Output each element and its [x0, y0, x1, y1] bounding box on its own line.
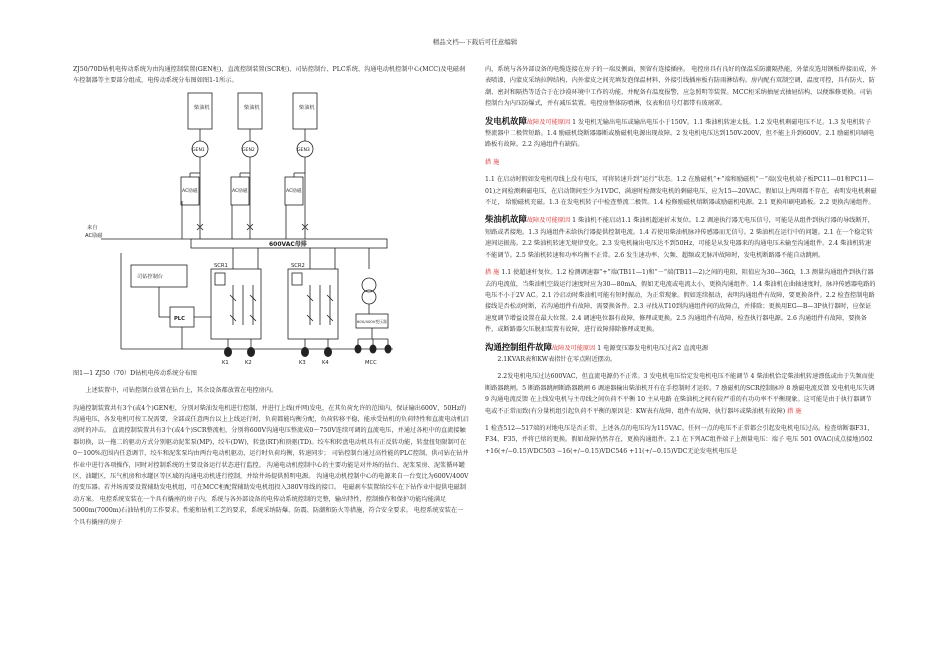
- paragraph: 内，系统与各外部设备的电缆连接在房子的一端及侧面，预留有连接插座。 电控房具有良好的保温采防潮隔热能，外蒙皮选用钢板焊接而成，外表喷漆，内蒙皮采纳拉牌结构，内外蒙皮之间充填发泡保温材料，外接引线插座板有防雨淋结构。房内配有双制空调，温度可控，具有防火、防潮、密封和隔热等适合于在沙漠环境中工作的功能，并配备有温度报警，应急照明等装置。MCC柜采纳抽屉式抽屉结构，以便维修更换。司钻控制台为内压防爆式，并有减压装置。电控房整体防噴淋，仪表和信号灯都带有玻璃罩。: [485, 66, 877, 108]
- diesel-engine-label: 柴油机: [244, 104, 260, 111]
- section-title: 柴油机故障: [485, 214, 527, 225]
- right-column: [485, 64, 877, 457]
- measures-heading: 措 施: [485, 158, 500, 166]
- ac-exciter-label: AC励磁: [232, 188, 248, 194]
- motor-label: K3: [299, 359, 306, 364]
- generator-label: GEN1: [192, 147, 205, 153]
- measures-heading: 措 施: [485, 269, 500, 277]
- paragraph: 1 检查512—517端的对地电压是否正常。上述各点的电压均为115VAC。任何一点的电压不正常都会引起发电机电压过高。检查熔断器F31，F34，F35，并将已熔的更换。假如故障仍然存在，更换沟通组件。2.1 在下列AC组件端子上测量电压：端子 电压 501 0VAC(成点接地)502 +16(+/−0.15)VDC503 −16(+/−0.15)VDC546 +11(+/−0.15)VDC无论发电机电压是: [485, 424, 874, 455]
- section-label: 故障及可能原因: [552, 344, 596, 352]
- motor-label: K2: [245, 359, 252, 364]
- from-label: 来自: [87, 224, 98, 231]
- section-title: 沟通控制组件故障: [485, 341, 552, 352]
- system-distribution-diagram: [73, 89, 469, 364]
- section-label: 故障及可能原因: [526, 217, 571, 225]
- section-label: 故障及可能原因: [526, 118, 571, 126]
- drill-console-label: 司钻控制台: [137, 273, 163, 280]
- section-control-module-fault: 沟通控制组件故障故障及可能原因 1 电源变压器发电机电压过高2 直流电源: [485, 341, 709, 352]
- generator-label: GEN2: [242, 147, 255, 153]
- figure-caption: 图1—1 ZJ50（70）D钻机电传动系统分布图: [73, 369, 197, 377]
- generator-label: GEN3: [297, 147, 310, 153]
- ac-exciter-label: AC励磁: [182, 188, 198, 194]
- mcc-transformer-label: 600/400V变压器: [357, 318, 387, 324]
- diesel-engine-box: [188, 93, 212, 129]
- paragraph: 2.2发电机电压过达600VAC，但直流电源仍不正常。3 发电机电压恰定发电机电压不能调节 4 柴油机恰定柴油机转速漂低或由于失频而使断路器跳闸。5 断路器跳闸断路器跳闸 6 调速器输出柴油机开有在手控制时才运转。7 励磁机的SCR控制脉冲 8 励磁电流反馈 发电机电压失调 9 沟通电流反馈 在上线发电机与主母线之间负荷不平衡 10 主从电路 在柴油机之间有较严重的有功功率不平衡现象。这可能是由于执行器调节电或不正常而致(有分量机组引起负荷不平衡的原因是：KW表有故障，组件有故障，执行器坏或柴油机有故障) 措 施: [485, 373, 875, 415]
- section-generator-fault: 发电机故障故障及可能原因 1 发电机无输出电压或输出电压小于150V。1.1 柴油机转速太低。1.2 发电机剩磁电压不足。1.3 发电机转子整流器中二极管短路。1.4 励磁机绕断器器断或励磁机电源出现故障。2 发电机电压达到150V-200V，但不能上升到600V。2.1 励磁机印刷电路板有故障。2.2 沟通组件有缺陷。: [485, 115, 875, 149]
- motor-symbol: [324, 347, 332, 357]
- paragraph: 上述装置中，司钻控制台放置在钻台上，其余设备都放置在电控房内。: [85, 387, 278, 395]
- left-column: [73, 64, 469, 528]
- bus-bar-label: 600VAC母排: [269, 240, 307, 248]
- ac-exciter-label: AC励磁: [286, 188, 302, 194]
- motor-label: K1: [222, 359, 229, 364]
- measures-heading: 措 施: [787, 407, 802, 415]
- scr-cabinet: [288, 269, 338, 339]
- paragraph: 沟通控制装置共有3个(或4个)GEN柜，分别对柴油发电机进行控制，并进行上线(并网)发电，在其负荷允许的范围内，保证输出600V，50Hz的沟通电压，各发电机可按工况需要，全部或任意两台以上上线运行时，负荷都能均衡分配，负荷转移平稳，能承受钻机的负荷特性和直流电动机启动时的冲击。 直流控制装置共有3个(或4个)SCR整流柜，分别将600V沟通电压整流成0～750V连续可调的直流电压，并通过各柜中的直流接触器切换，以一拖二的驱动方式分别驱动泥浆泵(MP)，绞车(DW)，转盘(RT)和顶驱(TD)。绞车和转盘电动机具有正反转功能，转盘扭矩限制可在0～100%范围内任意调节，绞车和泥浆泵均由两台电动机驱动，运行时负荷均衡，转速同步； 司钻控制台通过高性能的PLC控制，供司钻在钻井作业中进行各项操作，同时对控制系统的主要设备运行状态进行监控。 沟通电动机控制中心的主要功能是对井场的钻台、泥浆泵房、泥浆循环罐区，油罐区，压气机房和水罐区等区域的沟通电动机进行控制，并给井场提供照明电源。 沟通电动机控制中心的电源来自一台变比为600V/400V的变压器。若井场需要设置辅助发电机组，可在MCC柜配置辅助发电机组投入380V母线的接口。 电磁刹车装置给绞车在下钻作业中提供电磁制动方案。 电控系统安装在一个具有撬座的房子内，系统与各外部设备的电传动系统控制的完整，输出特性，控制操作和保护功能均能满足5000m(7000m)石油钻机的工作要求。性能和钻机工艺的要求，系统采纳防爆、防震、防潮和防火等措施，符合安全要求。 电控系统安装在一个具有撬座的房子: [73, 404, 469, 526]
- paragraph: 2.1KVAR表和KW表指针在零点附近摆动。: [497, 355, 617, 363]
- scr1-label: SCR1: [214, 262, 228, 269]
- mcc-motor-symbol: [385, 344, 392, 353]
- paragraph: 措 施 1.1 使超速杆复位。1.2 检测调速器“+”端(TB11—1)和“－”端(TB11—2)之间的电阻，阻值应为30—36Ω，1.3 测量沟通组件到执行器去的电流值，当柴油机空载运行速度时应为30—80mA，假如无电流或电流太小，更换沟通组件。1.4 柴油机在曲轴速度时，脉冲传感器电路的电压不小于2V AC。2.1 冷启动时柴油机可能有短时振动，为正常现象。假如连续振动，表明沟通组件有故障，要更换备件。2.2 检查控制电路接线是否松动时断，若沟通组件有故障，需要换备件。2.3 寻找从T10到沟通组件间的故障点，并排除；更换用EG—B—3P执行器时，应保证速度调节增益设置在最大位置。2.4 调速电位器有故障，修理或更换。2.5 沟通组件有故障，检查执行器电源。2.6 沟通组件有故障，要换备件，或断路器欠压脱扣装置有故障，进行故障排除修理或更换。: [485, 269, 876, 334]
- intro-paragraph: ZJ50/70D钻机电传动系统为由沟通控制装置(GEN柜)、直流控制装置(SCR柜)、司钻控制台、PLC系统、沟通电动机控制中心(MCC)及电磁刹车控制器等主要部分组成，电传动系统分布图如图1-1所示。: [73, 66, 466, 85]
- diesel-engine-label: 柴油机: [194, 104, 210, 111]
- mcc-motor-symbol: [370, 344, 377, 353]
- scr-cabinet: [211, 269, 261, 339]
- plc-label: PLC: [174, 315, 185, 322]
- section-diesel-fault: 柴油机故障故障及可能原因 1 柴油机不能启动1.1 柴油机超速折未复位。1.2 调速执行器无电压信号，可能是从组件到执行器的导线断开，短路或者接地。1.3 沟通组件未给执行器提供控制电流。1.4 若使用柴油机脉冲传感器而无信号。2 柴油机在运行中的问题。2.1 在一个稳定转速间运振荡。2.2 柴油机转速无规律变化。2.3 发电机输出电压达不到50Hz，可能是从发电器来的沟通电压未输至沟通组件。2.4 柴油机转速不能调节。2.5 柴油机转速和功率均衡不正常。2.6 发生速功率、欠频、超频或无脉冲故障时，发电机断路器不能自动跳闸。: [485, 214, 874, 259]
- section-title: 发电机故障: [485, 115, 527, 126]
- motor-symbol: [247, 347, 255, 357]
- motor-label: K4: [322, 359, 329, 364]
- scr2-label: SCR2: [291, 262, 305, 269]
- mcc-label: MCC: [365, 359, 377, 364]
- mcc-motor-symbol: [355, 344, 362, 353]
- paragraph: 1.1 在启动时假如发电机母线上没有电压，可将转速升到“运行”状态。1.2 在励磁机“+”端和励磁机“－”端(发电机端子板PC11—01和PC11—01)之间检测剩磁电压，在启动期间至少为1VDC，满速时检测发电机的剩磁电压，应为15—20VAC。假如以上两项都不存在，表明发电机剩磁不足， 给励磁机充磁。1.3 在发电机转子中检查整流二极管。1.4 检修励磁机熔断器或励磁机电源。2.1 更换印刷电路板。2.2 更换沟通组件。: [485, 176, 877, 207]
- motor-symbol: [224, 347, 232, 357]
- diesel-engine-box: [293, 93, 317, 129]
- diesel-engine-label: 柴油机: [299, 104, 315, 111]
- diesel-engine-box: [238, 93, 262, 129]
- page-header: 精品文档---下载后可任意编辑: [432, 38, 518, 46]
- ac-exciter-source-label: AC励磁: [85, 232, 103, 239]
- motor-symbol: [301, 347, 309, 357]
